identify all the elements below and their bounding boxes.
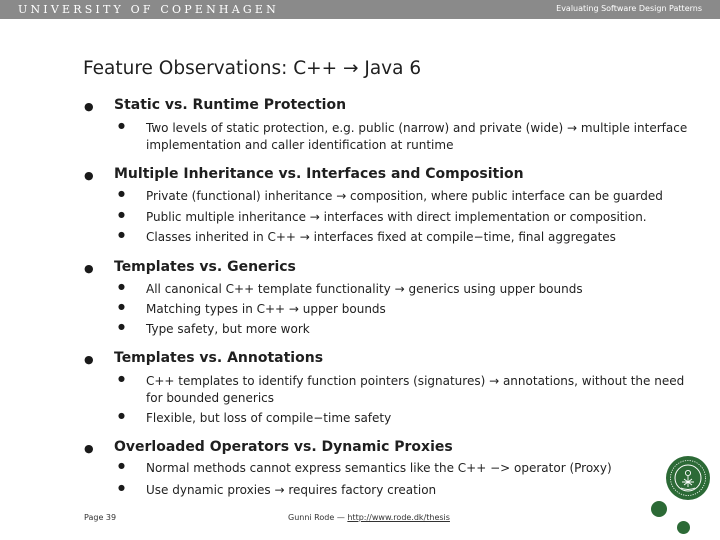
bullet-icon: ●: [84, 169, 94, 182]
list-item-text: Public multiple inheritance → interfaces with direct implementation or composition.: [146, 210, 647, 224]
section-heading: Templates vs. Generics: [114, 259, 296, 275]
bullet-icon: ●: [118, 302, 125, 311]
bullet-icon: ●: [118, 411, 125, 420]
bullet-icon: ●: [118, 483, 125, 492]
list-item-text: Use dynamic proxies → requires factory creation: [146, 483, 437, 497]
list-item-text: Normal methods cannot express semantics like the C++ −> operator (Proxy): [146, 461, 612, 475]
bullet-icon: ●: [84, 442, 94, 455]
page-number: Page 39: [84, 513, 117, 522]
list-item-text: Type safety, but more work: [146, 322, 310, 336]
bullet-icon: ●: [118, 374, 125, 383]
course-title: Evaluating Software Design Patterns: [556, 4, 702, 13]
list-item-text: All canonical C++ template functionality → generics using upper bounds: [146, 282, 583, 296]
decorative-dot: [651, 501, 667, 517]
bullet-icon: ●: [84, 353, 94, 366]
bullet-icon: ●: [118, 210, 125, 219]
list-item-text: Classes inherited in C++ → interfaces fixed at compile−time, final aggregates: [146, 230, 616, 244]
list-item-text: Flexible, but loss of compile−time safety: [146, 411, 392, 425]
slide-title: Feature Observations: C++ → Java 6: [83, 58, 422, 79]
bullet-icon: ●: [84, 100, 94, 113]
university-name: UNIVERSITY OF COPENHAGEN: [18, 3, 279, 16]
bullet-icon: ●: [84, 262, 94, 275]
author-name: Gunni Rode —: [288, 513, 348, 522]
bullet-icon: ●: [118, 322, 125, 331]
list-item-text: Private (functional) inheritance → composition, where public interface can be guarded: [146, 189, 663, 203]
footer-author: [288, 513, 450, 522]
decorative-dot: [677, 521, 690, 534]
thesis-link[interactable]: http://www.rode.dk/thesis: [347, 513, 450, 522]
section-heading: Templates vs. Annotations: [114, 350, 324, 366]
list-item-text: C++ templates to identify function pointers (signatures) → annotations, without the need for bounded generics: [146, 374, 685, 405]
bullet-icon: ●: [118, 189, 125, 198]
section-heading: Static vs. Runtime Protection: [114, 97, 347, 113]
list-item-text: Matching types in C++ → upper bounds: [146, 302, 386, 316]
bullet-icon: ●: [118, 282, 125, 291]
section-heading: Overloaded Operators vs. Dynamic Proxies: [114, 439, 453, 455]
section-heading: Multiple Inheritance vs. Interfaces and Composition: [114, 166, 524, 182]
bullet-icon: ●: [118, 461, 125, 470]
bullet-icon: ●: [118, 230, 125, 239]
bullet-icon: ●: [118, 121, 125, 130]
university-seal-icon: [665, 455, 711, 501]
list-item-text: Two levels of static protection, e.g. public (narrow) and private (wide) → multiple interface implementation and caller identification at runtime: [146, 121, 688, 152]
